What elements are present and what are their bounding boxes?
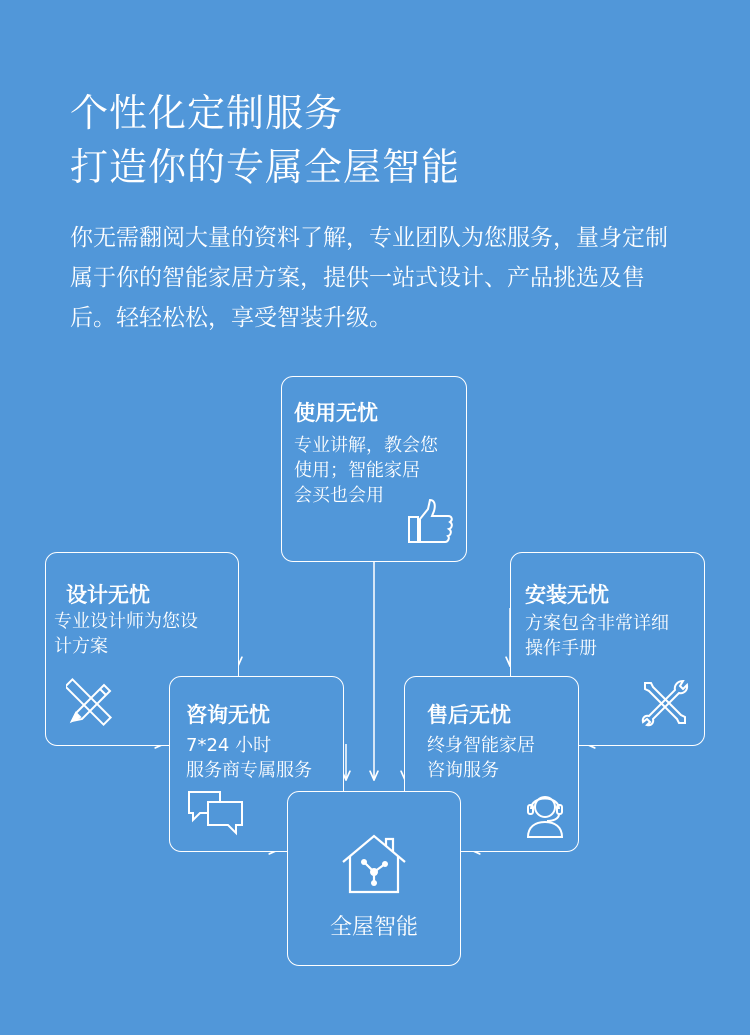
card-consult-desc: 7*24 小时 服务商专属服务 bbox=[186, 735, 312, 781]
smart-home-icon bbox=[339, 832, 409, 896]
title-line-1: 个性化定制服务 bbox=[70, 91, 344, 135]
card-aftersale-desc: 终身智能家居 咨询服务 bbox=[427, 735, 535, 781]
card-design-title: 设计无忧 bbox=[66, 583, 150, 607]
card-use-desc: 专业讲解，教会您 使用；智能家居 会买也会用 bbox=[294, 435, 438, 506]
thumbs-up-icon bbox=[406, 497, 456, 547]
card-use bbox=[281, 376, 467, 562]
chat-bubbles-icon bbox=[186, 789, 246, 839]
card-consult-title: 咨询无忧 bbox=[186, 703, 270, 727]
pencil-ruler-icon bbox=[66, 677, 118, 729]
card-center-label: 全屋智能 bbox=[329, 915, 418, 940]
headset-agent-icon bbox=[523, 789, 567, 839]
card-aftersale-title: 售后无忧 bbox=[427, 703, 511, 727]
card-install-desc: 方案包含非常详细 操作手册 bbox=[525, 613, 669, 659]
intro-paragraph: 你无需翻阅大量的资料了解，专业团队为您服务，量身定制属于你的智能家居方案，提供一站式设计、产品挑选及售后。轻轻松松，享受智装升级。 bbox=[70, 225, 668, 331]
title-line-2: 打造你的专属全屋智能 bbox=[70, 145, 461, 189]
card-center bbox=[287, 791, 461, 966]
wrench-screwdriver-icon bbox=[639, 677, 691, 729]
card-install-title: 安装无忧 bbox=[525, 583, 609, 607]
card-use-title: 使用无忧 bbox=[294, 401, 378, 425]
card-design-desc: 专业设计师为您设 计方案 bbox=[54, 611, 198, 657]
